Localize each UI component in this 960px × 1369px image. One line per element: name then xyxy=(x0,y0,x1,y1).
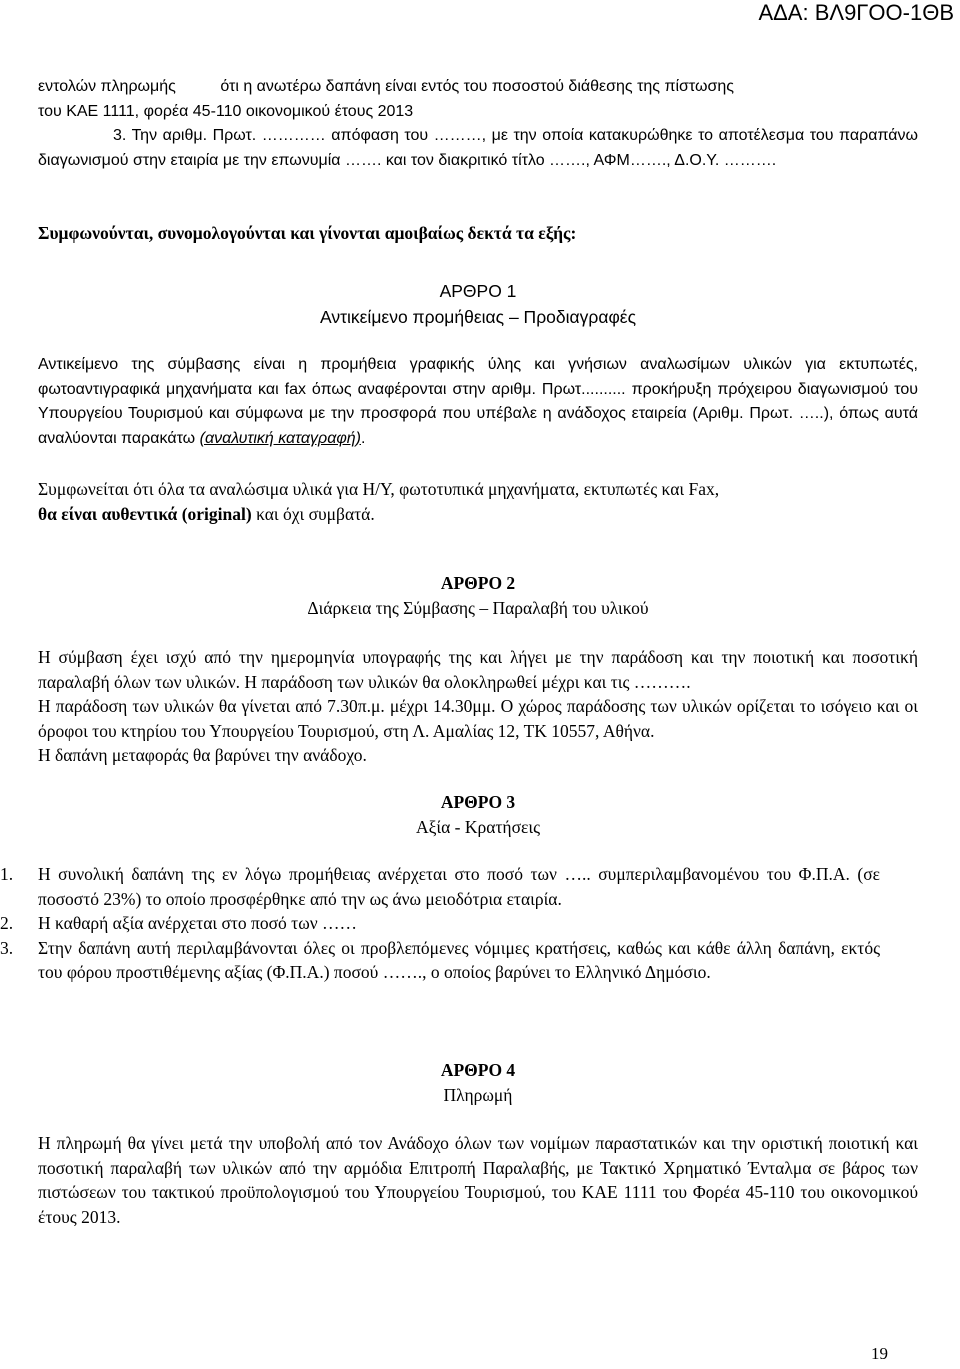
list-item-number: 3. xyxy=(0,937,14,958)
list-item-number: 1. xyxy=(0,864,14,884)
article-1-body xyxy=(38,353,918,451)
article-1-body-2 xyxy=(38,477,918,527)
article-3-list xyxy=(0,862,920,985)
article-1-subtitle: Αντικείμενο προμήθειας – Προδιαγραφές xyxy=(319,307,637,327)
article-2-paragraph-2: Η παράδοση των υλικών θα γίνεται από 7.30π.μ. μέχρι 14.30μμ. Ο χώρος παράδοσης των υλικών ορίζεται το ισόγειο και οι όροφοι του κτηρίου του Υπουργείου Τουρισμού, στη Λ. Αμαλίας 12, ΤΚ 10557, Αθήνα. xyxy=(38,696,918,741)
article-1-text-2: Συμφωνείται ότι όλα τα αναλώσιμα υλικά για Η/Υ, φωτοτυπικά μηχανήματα, εκτυπωτές και Fax, xyxy=(38,479,720,499)
article-1-paragraph-2 xyxy=(38,477,918,527)
article-1-text: Αντικείμενο της σύμβασης είναι η προμήθεια γραφικής ύλης και γνήσιων αναλωσίμων υλικών για εκτυπωτές, φωτοαντιγραφικά μηχανήματα και fax όπως αναφέρονται στην αριθμ. Πρωτ.......... προκήρυξη πρόχειρου διαγωνισμού του Υπουργείου Τουρισμού και σύμφωνα με την προσφορά που υπέβαλε η ανάδοχος εταιρεία (Αριθμ. Πρωτ. …..), όπως αυτά αναλύονται παρακάτω xyxy=(38,356,918,447)
article-4-title: ΑΡΘΡΟ 4 xyxy=(440,1060,516,1080)
list-item-number: 2. xyxy=(0,913,14,933)
article-4-body xyxy=(38,1131,918,1229)
article-2-body xyxy=(38,645,918,768)
article-1-text-2-end: και όχι συμβατά. xyxy=(251,504,375,524)
list-item xyxy=(0,936,920,985)
article-1-paragraph xyxy=(38,353,918,451)
article-3-title: ΑΡΘΡΟ 3 xyxy=(440,792,516,812)
intro-section xyxy=(38,75,918,173)
intro-paragraph: 3. Την αριθμ. Πρωτ. ………… απόφαση του ………, με την οποία κατακυρώθηκε το αποτέλεσμα του παραπάνω διαγωνισμού στην εταιρία με την επωνυμία ……. και τον διακριτικό τίτλο ……., ΑΦΜ……., Δ.Ο.Υ. ………. xyxy=(38,127,918,169)
list-item-text: Η καθαρή αξία ανέρχεται στο ποσό των …… xyxy=(38,913,358,933)
list-item xyxy=(0,862,920,911)
original-emphasis: θα είναι αυθεντικά (original) xyxy=(38,504,252,524)
list-item xyxy=(0,911,920,936)
intro-line-1: εντολών πληρωμής ότι η ανωτέρω δαπάνη είναι εντός του ποσοστού διάθεσης της πίστωσης xyxy=(38,78,734,95)
article-2-paragraph-3: Η δαπάνη μεταφοράς θα βαρύνει την ανάδοχο. xyxy=(38,745,367,765)
article-2-title: ΑΡΘΡΟ 2 xyxy=(440,573,516,593)
page-number: 19 xyxy=(871,1344,888,1363)
article-1-period: . xyxy=(360,429,366,447)
article-3-subtitle: Αξία - Κρατήσεις xyxy=(415,817,541,837)
agreement-heading: Συμφωνούνται, συνομολογούνται και γίνονται αμοιβαίως δεκτά τα εξής: xyxy=(38,223,577,243)
article-4-paragraph: Η πληρωμή θα γίνει μετά την υποβολή από τον Ανάδοχο όλων των νομίμων παραστατικών και την οριστική ποιοτική και ποσοτική παραλαβή των υλικών από την αρμόδια Επιτροπή Παραλαβής, με Τακτικό Χρηματικό Ένταλμα σε βάρος των πιστώσεων του τακτικού προϋπολογισμού του Υπουργείου Τουρισμού, του ΚΑΕ 1111 του Φορέα 45-110 του οικονομικού έτους 2013. xyxy=(38,1133,918,1227)
detailed-listing-link[interactable]: (αναλυτική καταγραφή) xyxy=(199,429,361,447)
list-item-text: Η συνολική δαπάνη της εν λόγω προμήθειας ανέρχεται στο ποσό των ….. συμπεριλαμβανομένου του Φ.Π.Α. (σε ποσοστό 23%) το οποίο προσφέρθηκε από την ως άνω μειοδότρια εταιρία. xyxy=(38,864,880,909)
ada-code: ΑΔΑ: ΒΛ9ΓΟΟ-1ΘΒ xyxy=(758,0,954,25)
intro-line-2: του ΚΑΕ 1111, φορέα 45-110 οικονομικού έτους 2013 xyxy=(38,102,414,120)
article-4-subtitle: Πληρωμή xyxy=(443,1085,513,1105)
article-1-title: ΑΡΘΡΟ 1 xyxy=(439,281,517,301)
list-item-text: Στην δαπάνη αυτή περιλαμβάνονται όλες οι προβλεπόμενες νόμιμες κρατήσεις, καθώς και κάθε άλλη δαπάνη, εκτός του φόρου προστιθέμενης αξίας (Φ.Π.Α.) ποσού ……., ο οποίος βαρύνει το Ελληνικό Δημόσιο. xyxy=(38,937,880,982)
article-2-paragraph-1: Η σύμβαση έχει ισχύ από την ημερομηνία υπογραφής της και λήγει με την παράδοση και την ποιοτική και ποσοτική παραλαβή όλων των υλικών. Η παράδοση των υλικών θα ολοκληρωθεί μέχρι και τις ………. xyxy=(38,647,918,692)
article-2-subtitle: Διάρκεια της Σύμβασης – Παραλαβή του υλικού xyxy=(307,598,649,618)
